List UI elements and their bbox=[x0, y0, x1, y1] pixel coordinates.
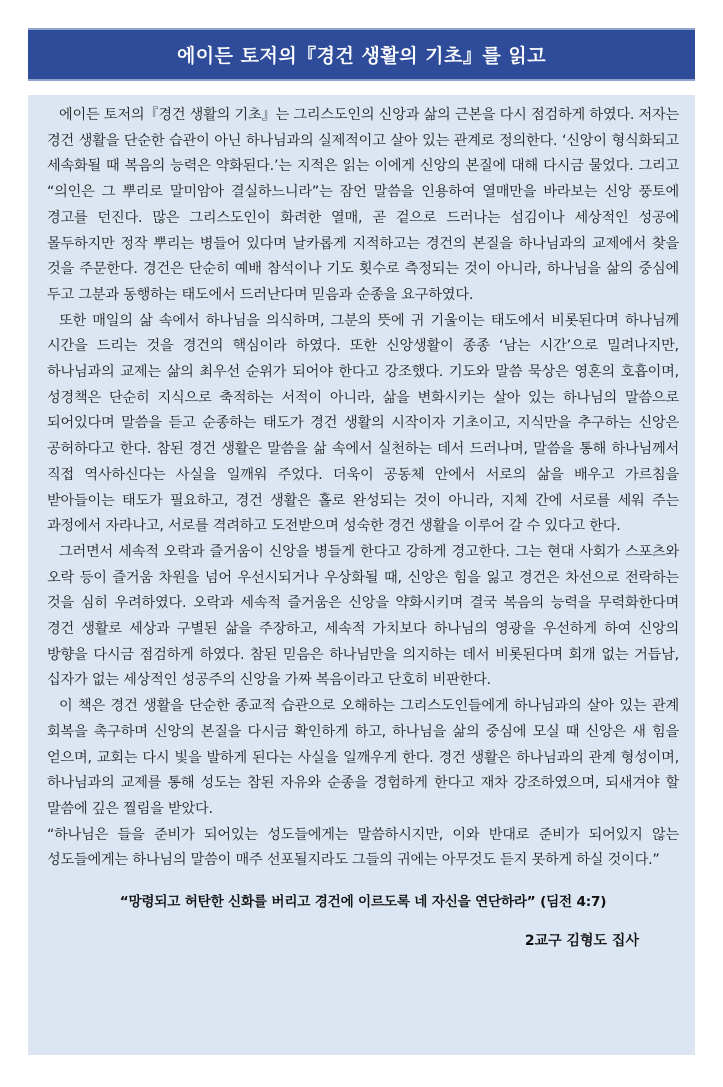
closing-quote: “하나님은 들을 준비가 되어있는 성도들에게는 말씀하시지만, 이와 반대로 준비가 되어있지 않는 성도들에게는 하나님의 말씀이 매주 선포될지라도 그들의 귀에는 아무것도 듣지 못하게 하실 것이다.” bbox=[47, 826, 679, 869]
paragraph-4: 이 책은 경건 생활을 단순한 종교적 습관으로 오해하는 그리스도인들에게 하나님과의 살아 있는 관계 회복을 촉구하며 신앙의 본질을 다시금 확인하게 하고, 하나님을 삶의 중심에 모실 때 신앙은 새 힘을 얻으며, 교회는 다시 빛을 발하게 된다는 사실을 일깨우게 한다. 경건 생활은 하나님과의 관계 형성이며, 하나님과의 교제를 통해 성도는 참된 자유와 순종을 경험하게 한다고 재차 강조하였으며, 되새겨야 할 말씀에 깊은 찔림을 받았다. bbox=[47, 698, 679, 817]
paragraph-3: 그러면서 세속적 오락과 즐거움이 신앙을 병들게 한다고 강하게 경고한다. 그는 현대 사회가 스포츠와 오락 등이 즐거움 차원을 넘어 우선시되거나 우상화될 때, 신앙은 힘을 잃고 경건은 차선으로 전락하는 것을 심히 우려하였다. 오락과 세속적 즐거움은 신앙을 약화시키며 결국 복음의 능력을 무력화한다며 경건 생활로 세상과 구별된 삶을 주장하고, 세속적 가치보다 하나님의 영광을 우선하게 하여 신앙의 방향을 다시금 점검하게 하였다. 참된 믿음은 하나님만을 의지하는 데서 비롯된다며 회개 없는 거듭남, 십자가 없는 세상적인 성공주의 신앙을 가짜 복음이라고 단호히 비판한다. bbox=[47, 543, 679, 689]
author-signature: 2교구 김형도 집사 bbox=[524, 933, 639, 950]
paragraph-2: 또한 매일의 삶 속에서 하나님을 의식하며, 그분의 뜻에 귀 기울이는 태도에서 비롯된다며 하나님께 시간을 드리는 것을 경건의 핵심이라 하였다. 또한 신앙생활이 종종 ‘남는 시간’으로 밀려나지만, 하나님과의 교제는 삶의 최우선 순위가 되어야 한다고 강조했다. 기도와 말씀 묵상은 영혼의 호흡이며, 성경책은 단순히 지식으로 축적하는 서적이 아니라, 삶을 변화시키는 살아 있는 하나님의 말씀으로 되어있다며 말씀을 듣고 순종하는 태도가 경건 생활의 시작이자 기초이고, 지식만을 추구하는 신앙은 공허하다고 한다. 참된 경건 생활은 말씀을 삶 속에서 실천하는 데서 드러나며, 말씀을 통해 하나님께서 직접 역사하신다는 사실을 일깨워 주었다. 더욱이 공동체 안에서 서로의 삶을 배우고 가르침을 받아들이는 태도가 필요하고, 경건 생활은 홀로 완성되는 것이 아니라, 지체 간에 서로를 세워 주는 과정에서 자라나고, 서로를 격려하고 도전받으며 성숙한 경건 생활을 이루어 갈 수 있다고 한다. bbox=[47, 312, 679, 535]
article-body bbox=[28, 95, 695, 1055]
bible-verse: “망령되고 허탄한 신화를 버리고 경건에 이르도록 네 자신을 연단하라” (딤전 4:7) bbox=[119, 894, 607, 911]
page-title: 에이든 토저의『경건 생활의 기초』를 읽고 bbox=[176, 45, 547, 67]
paragraph-1: 에이든 토저의『경건 생활의 기초』는 그리스도인의 신앙과 삶의 근본을 다시 점검하게 하였다. 저자는 경건 생활을 단순한 습관이 아닌 하나님과의 실제적이고 살아 있는 관계로 정의한다. ‘신앙이 형식화되고 세속화될 때 복음의 능력은 약화된다.’는 지적은 읽는 이에게 신앙의 본질에 대해 다시금 물었다. 그리고 “의인은 그 뿌리로 말미암아 결실하느니라”는 잠언 말씀을 인용하여 열매만을 바라보는 신앙 풍토에 경고를 던진다. 많은 그리스도인이 화려한 열매, 곧 겉으로 드러나는 섬김이나 세상적인 성공에 몰두하지만 정작 뿌리는 병들어 있다며 날카롭게 지적하고는 경건의 본질을 하나님과의 교제에서 찾을 것을 주문한다. 경건은 단순히 예배 참석이나 기도 횟수로 측정되는 것이 아니라, 하나님을 삶의 중심에 두고 그분과 동행하는 태도에서 드러난다며 믿음과 순종을 요구하였다. bbox=[47, 107, 679, 303]
title-banner bbox=[28, 28, 695, 81]
